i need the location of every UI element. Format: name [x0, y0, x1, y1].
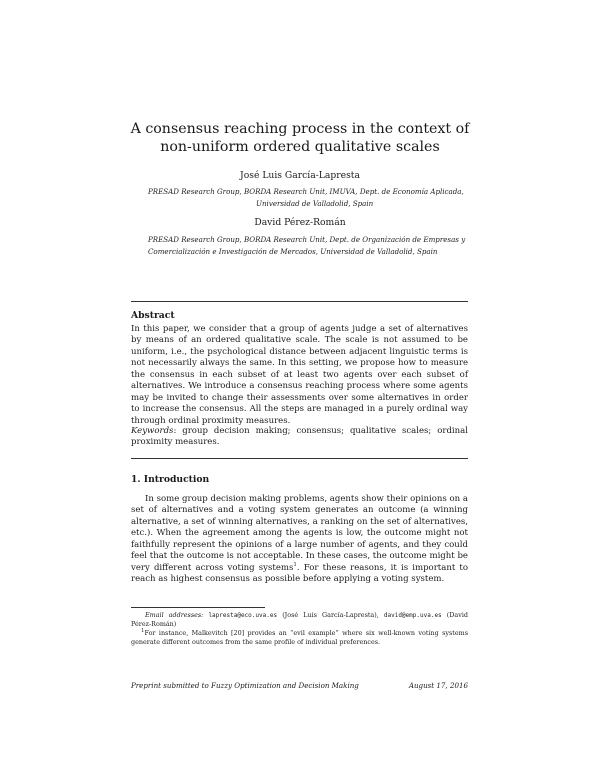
email-2[interactable]: david@emp.uva.es [383, 612, 442, 619]
abstract-top-rule [131, 301, 468, 302]
introduction-paragraph [131, 494, 468, 586]
abstract-heading: Abstract [131, 310, 175, 321]
title-line-1: A consensus reaching process in the context of [130, 121, 470, 137]
title-line-2: non-uniform ordered qualitative scales [160, 139, 440, 155]
footnote-1-text: For instance, Malkevitch [20] provides an “evil example” where six well-known voting systems generate different outcomes from the same profile of individual preferences. [131, 629, 468, 647]
abstract-text: In this paper, we consider that a group of agents judge a set of alternatives by means of an ordered qualitative scale. The scale is not assumed to be uniform, i.e., the psychological distance between adjacent linguistic terms is not necessarily always the same. In this setting, we propose how to measure the consensus in each subset of at least two agents over each subset of alternatives. We introduce a consensus reaching process where some agents may be invited to change their assessments over some alternatives in order to increase the consensus. All the steps are managed in a purely ordinal way through ordinal proximity measures. [131, 324, 468, 426]
affiliation-2-line-2: Comercialización e Investigación de Mercados, Universidad de Valladolid, Spain [148, 246, 438, 256]
affiliation-1-line-2: Universidad de Valladolid, Spain [256, 198, 374, 208]
footnote-rule [131, 607, 265, 608]
affiliation-2-line-1: PRESAD Research Group, BORDA Research Unit, Dept. de Organización de Empresas y [148, 235, 466, 244]
keywords-label: Keywords [131, 426, 174, 436]
author-1: José Luis García-Lapresta [240, 170, 360, 181]
footnote-1 [131, 629, 468, 648]
keywords-text: : group decision making; consensus; qualitative scales; ordinal proximity measures. [131, 426, 468, 448]
intro-text-part-1: In some group decision making problems, agents show their opinions on a set of alternatives and a voting system generates an outcome (a winning alternative, a set of winning alternatives, a ranking on the set of alternatives, etc.). When the agreement among the agents is low, the outcome might not faithfully represent the opinions of a large number of agents, and they could feel that the outcome is not acceptable. In these cases, the outcome might be very different across voting systems [131, 494, 468, 573]
footnote-1-mark: 1 [141, 627, 145, 634]
footer-date: August 17, 2016 [408, 681, 468, 690]
intro-text-part-2: . For these reasons, it is important to reach as highest consensus as possible before applying a voting system. [131, 562, 468, 585]
email-1[interactable]: lapresta@eco.uva.es [208, 612, 278, 619]
author-2: David Pérez-Román [254, 217, 346, 228]
email-2-name: (David Pérez-Román) [131, 611, 468, 629]
affiliation-2 [148, 234, 466, 257]
affiliation-1-line-1: PRESAD Research Group, BORDA Research Unit, IMUVA, Dept. de Economía Aplicada, [148, 187, 464, 196]
paper-title [0, 120, 600, 156]
email-footnote [131, 611, 468, 630]
email-1-name: (José Luis García-Lapresta), [282, 611, 379, 619]
intro-footnote-mark[interactable]: 1 [293, 561, 297, 568]
affiliation-1 [148, 186, 466, 209]
keywords [131, 426, 468, 449]
page-footer [131, 681, 468, 690]
section-heading-introduction: 1. Introduction [131, 474, 210, 485]
email-label: Email addresses: [145, 611, 204, 619]
abstract-bottom-rule [131, 458, 468, 459]
footer-preprint-note: Preprint submitted to Fuzzy Optimization and Decision Making [131, 681, 359, 690]
